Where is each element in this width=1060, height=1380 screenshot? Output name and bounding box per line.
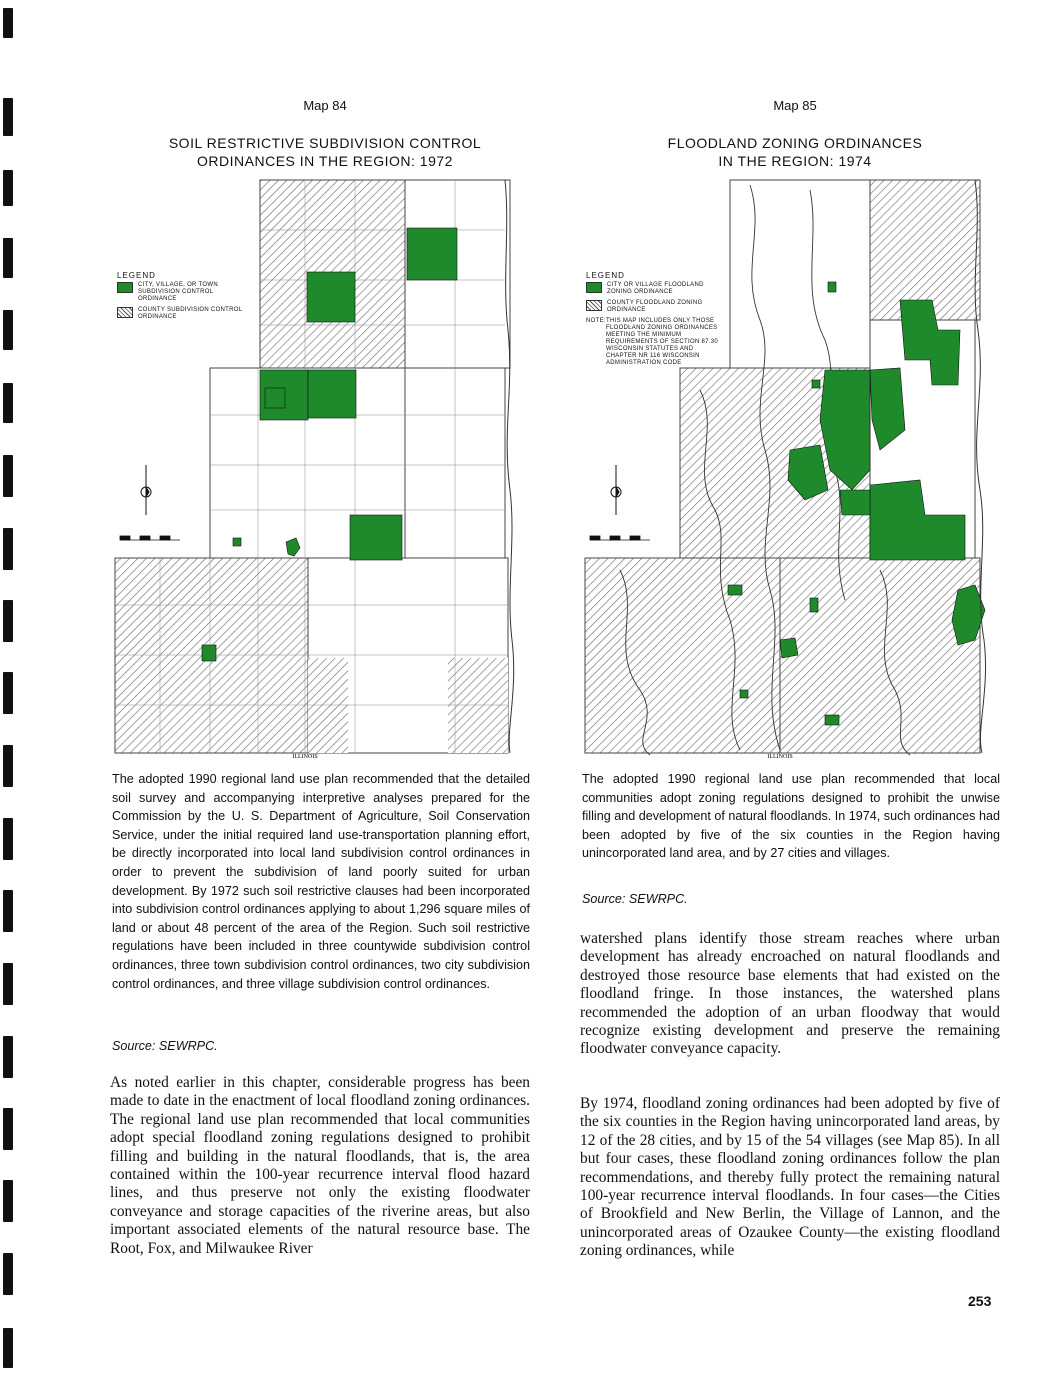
- spiral-binding: [0, 0, 20, 1380]
- map-85-legend-title: LEGEND: [586, 271, 625, 280]
- green-swatch-icon: [117, 282, 133, 293]
- map-85-label: Map 85: [773, 98, 817, 113]
- legend-note-key: NOTE:: [586, 318, 606, 324]
- ozaukee-county-hatch: [870, 180, 980, 320]
- racine-kenosha-hatch: [780, 558, 980, 753]
- legend-city-village-label: CITY OR VILLAGE FLOODLAND ZONING ORDINANCE: [607, 282, 704, 295]
- map-85-source: Source: SEWRPC.: [582, 892, 688, 906]
- map-85-caption: The adopted 1990 regional land use plan recommended that local communities adopt zoning regulations designed to prohibit the unwise filling and development of natural floodlands. In 1974, such ordinances had been adopted by five of the six counties in the Region having unincorporated land area, and by 27 cities and villages.: [582, 772, 1000, 861]
- map-85-bottom-label: ILLINOIS: [767, 754, 793, 760]
- legend-row-county: [117, 307, 267, 321]
- walworth-county-hatch: [585, 558, 780, 753]
- map-85-legend: [586, 272, 736, 367]
- green-swatch-icon-2: [586, 282, 602, 293]
- map-84-caption: The adopted 1990 regional land use plan recommended that the detailed soil survey and accompanying interpretive analyses prepared for the Commission by the U. S. Department of Agriculture, Soil Conservation Service, under the initial required land use-transportation planning effort, be directly incorporated into local land subdivision control ordinances in order to prevent the subdivision of land poorly suited for urban development. By 1972 such soil restrictive clauses had been incorporated into subdivision control ordinances applying to about 1,296 square miles of land or about 48 percent of the area of the Region. Such soil restrictive regulations have been included in three countywide subdivision control ordinances, three town subdivision control ordinances, two city subdivision control ordinances, and three village subdivision control ordinances.: [112, 772, 530, 991]
- north-arrow-icon: [141, 465, 151, 515]
- map-84-title-line1: SOIL RESTRICTIVE SUBDIVISION CONTROL: [168, 135, 482, 151]
- map-85-title-line1: FLOODLAND ZONING ORDINANCES: [667, 135, 923, 151]
- kenosha-hatch-left: [308, 658, 348, 753]
- kenosha-hatch-right: [448, 658, 508, 753]
- page-number: 253: [968, 1293, 992, 1309]
- map-85-floodland-zoning: [580, 170, 1000, 760]
- map-84-bottom-label: ILLINOIS: [292, 754, 318, 760]
- hatch-swatch-icon-2: [586, 300, 602, 311]
- legend-row-city-village: [586, 282, 736, 296]
- map-84-title-line2: ORDINANCES IN THE REGION: 1972: [197, 153, 453, 169]
- graphic-scale-icon: [120, 536, 180, 540]
- graphic-scale-icon-2: [590, 536, 650, 540]
- washington-county: [730, 180, 870, 368]
- legend-row-city: [117, 282, 267, 303]
- legend-note: [586, 318, 736, 367]
- body-right-paragraph-2: By 1974, floodland zoning ordinances had been adopted by five of the six counties in the Region having unincorporated land areas, by 12 of the 28 cities, and by 15 of the 54 villages (see Map 85). In all but four cases, these floodland zoning ordinances follow the plan recommendations, and thereby fully protect the remaining natural 100-year recurrence interval floodlands. In four cases—the Cities of Brookfield and New Berlin, the Village of Lannon, and the unincorporated areas of Ozaukee County—the existing floodland zoning ordinances, while: [580, 1095, 1000, 1260]
- map-84-soil-restrictive: [110, 170, 522, 760]
- map-84-title: [110, 134, 540, 170]
- legend-city-label: CITY, VILLAGE, OR TOWN SUBDIVISION CONTROL ORDINANCE: [138, 282, 218, 302]
- map-85-title: [580, 134, 1010, 170]
- map-84-label: Map 84: [303, 98, 347, 113]
- map-84-source: Source: SEWRPC.: [112, 1039, 218, 1053]
- map-84-legend-title: LEGEND: [117, 271, 156, 280]
- legend-county-label: COUNTY SUBDIVISION CONTROL ORDINANCE: [138, 307, 243, 320]
- body-right-paragraph-1: watershed plans identify those stream reaches where urban development has already encroached on natural floodlands and destroyed those resource base elements that had existed on the floodland fringe. In those instances, the watershed plans recommended the adoption of an urban floodway that would recognize existing development and preserve the remaining floodwater conveyance capacity.: [580, 930, 1000, 1058]
- legend-row-county-floodland: [586, 300, 736, 314]
- legend-note-text: THIS MAP INCLUDES ONLY THOSE FLOODLAND ZONING ORDINANCES MEETING THE MINIMUM REQUIREMENTS OF SECTION 87.30 WISCONSIN STATUTES AND CHAPTER NR 116 WISCONSIN ADMINISTRATION CODE: [606, 318, 719, 366]
- north-arrow-icon-2: [611, 465, 621, 515]
- hatch-swatch-icon: [117, 307, 133, 318]
- body-left-paragraph: As noted earlier in this chapter, considerable progress has been made to date in the enactment of local floodland zoning ordinances. The regional land use plan recommended that local communities adopt special floodland zoning regulations designed to prohibit filling and building in the natural floodlands, that is, the area contained within the 100-year recurrence interval flood hazard lines, and thus preserve not only the existing floodwater conveyance and storage capacities of the riverine areas, but also important associated elements of the natural resource base. The Root, Fox, and Milwaukee River: [110, 1074, 530, 1257]
- map-84-legend: [117, 272, 267, 325]
- map-85-title-line2: IN THE REGION: 1974: [718, 153, 872, 169]
- legend-county-floodland-label: COUNTY FLOODLAND ZONING ORDINANCE: [607, 300, 703, 313]
